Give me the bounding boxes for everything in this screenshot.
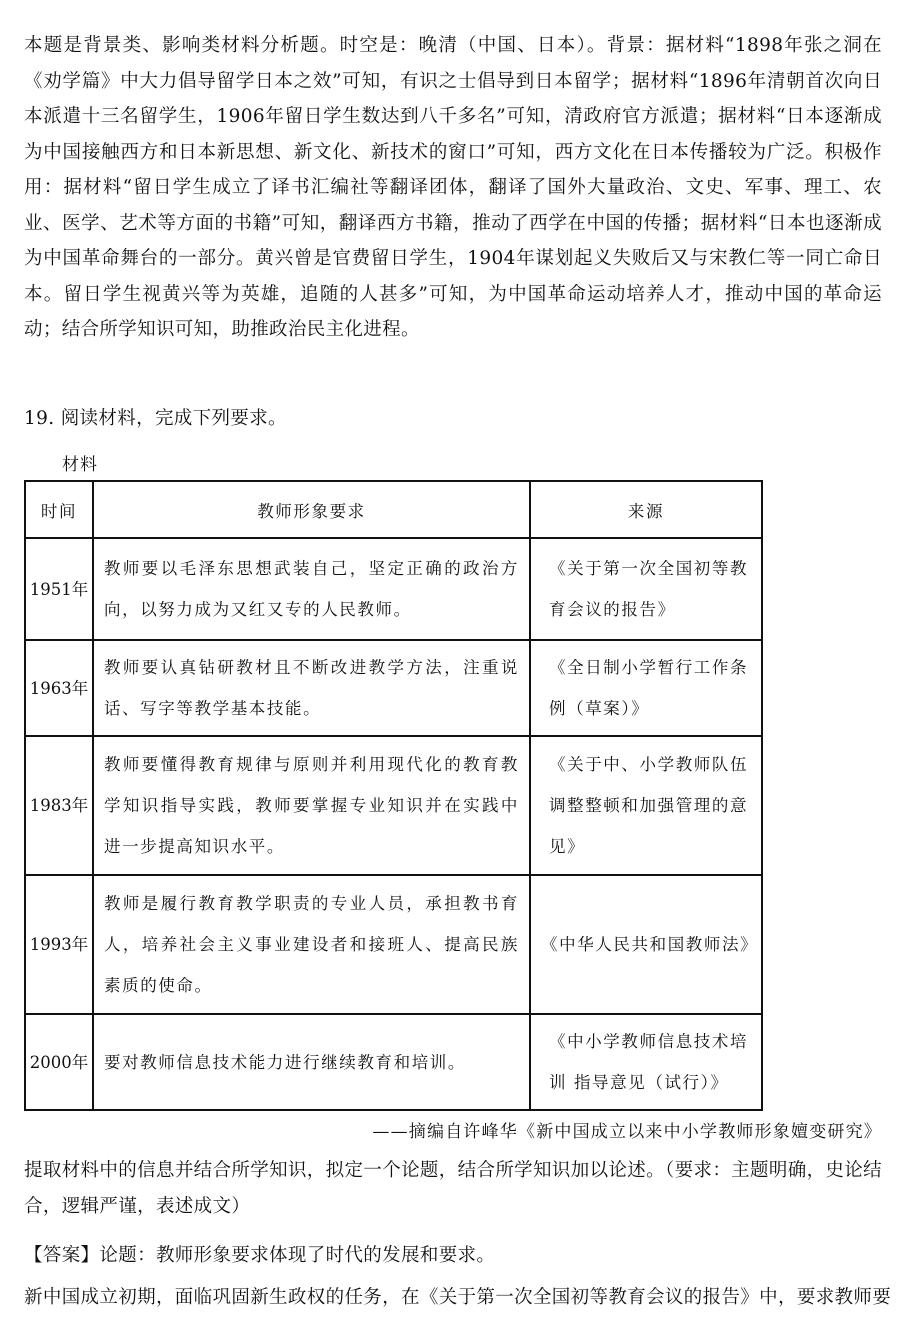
cell-year: 2000年 [25,1014,93,1110]
question-heading: 19. 阅读材料，完成下列要求。 [24,408,287,429]
header-source: 来源 [530,481,762,538]
cell-source: 《中小学教师信息技术培训 指导意见（试行）》 [530,1014,762,1110]
table-row [25,640,762,736]
table-row [25,538,762,640]
material-table [24,480,763,1111]
answer-thesis: 【答案】论题：教师形象要求体现了时代的发展和要求。 [24,1245,496,1266]
question-task: 提取材料中的信息并结合所学知识，拟定一个论题，结合所学知识加以论述。（要求：主题明确，史论结合，逻辑严谨，表述成文） [24,1160,882,1217]
cell-source: 《中华人民共和国教师法》 [530,875,762,1014]
cell-requirement: 教师要懂得教育规律与原则并利用现代化的教育教学知识指导实践，教师要掌握专业知识并在实践中进一步提高知识水平。 [93,736,530,875]
cell-source: 《关于中、小学教师队伍调整整顿和加强管理的意见》 [530,736,762,875]
cell-requirement: 要对教师信息技术能力进行继续教育和培训。 [93,1014,530,1110]
answer-body-start: 新中国成立初期，面临巩固新生政权的任务，在《关于第一次全国初等教育会议的报告》中，要求教师要 [24,1287,892,1308]
table-row [25,875,762,1014]
cell-year: 1963年 [25,640,93,736]
cell-requirement: 教师是履行教育教学职责的专业人员，承担教书育人，培养社会主义事业建设者和接班人、提高民族素质的使命。 [93,875,530,1014]
table-header-row [25,481,762,538]
cell-year: 1951年 [25,538,93,640]
table-row [25,736,762,875]
cell-year: 1993年 [25,875,93,1014]
cell-source: 《全日制小学暂行工作条例（草案）》 [530,640,762,736]
analysis-paragraph: 本题是背景类、影响类材料分析题。时空是：晚清（中国、日本）。背景：据材料“1898年张之洞在《劝学篇》中大力倡导留学日本之效”可知，有识之士倡导到日本留学；据材料“1896年清朝首次向日本派遣十三名留学生，1906年留日学生数达到八千多名”可知，清政府官方派遣；据材料“日本逐渐成为中国接触西方和日本新思想、新文化、新技术的窗口”可知，西方文化在日本传播较为广泛。积极作用：据材料“留日学生成立了译书汇编社等翻译团体，翻译了国外大量政治、文史、军事、理工、农业、医学、艺术等方面的书籍”可知，翻译西方书籍，推动了西学在中国的传播；据材料“日本也逐渐成为中国革命舞台的一部分。黄兴曾是官费留日学生，1904年谋划起义失败后又与宋教仁等一同亡命日本。留日学生视黄兴等为英雄，追随的人甚多”可知，为中国革命运动培养人才，推动中国的革命运动；结合所学知识可知，助推政治民主化进程。 [24,35,882,340]
cell-requirement: 教师要以毛泽东思想武装自己，坚定正确的政治方向，以努力成为又红又专的人民教师。 [93,538,530,640]
header-requirement: 教师形象要求 [93,481,530,538]
header-time: 时间 [25,481,93,538]
cell-source: 《关于第一次全国初等教育会议的报告》 [530,538,762,640]
material-citation: ——摘编自许峰华《新中国成立以来中小学教师形象嬗变研究》 [372,1122,882,1142]
cell-year: 1983年 [25,736,93,875]
material-label: 材料 [62,455,98,475]
table-row [25,1014,762,1110]
cell-requirement: 教师要认真钻研教材且不断改进教学方法，注重说话、写字等教学基本技能。 [93,640,530,736]
